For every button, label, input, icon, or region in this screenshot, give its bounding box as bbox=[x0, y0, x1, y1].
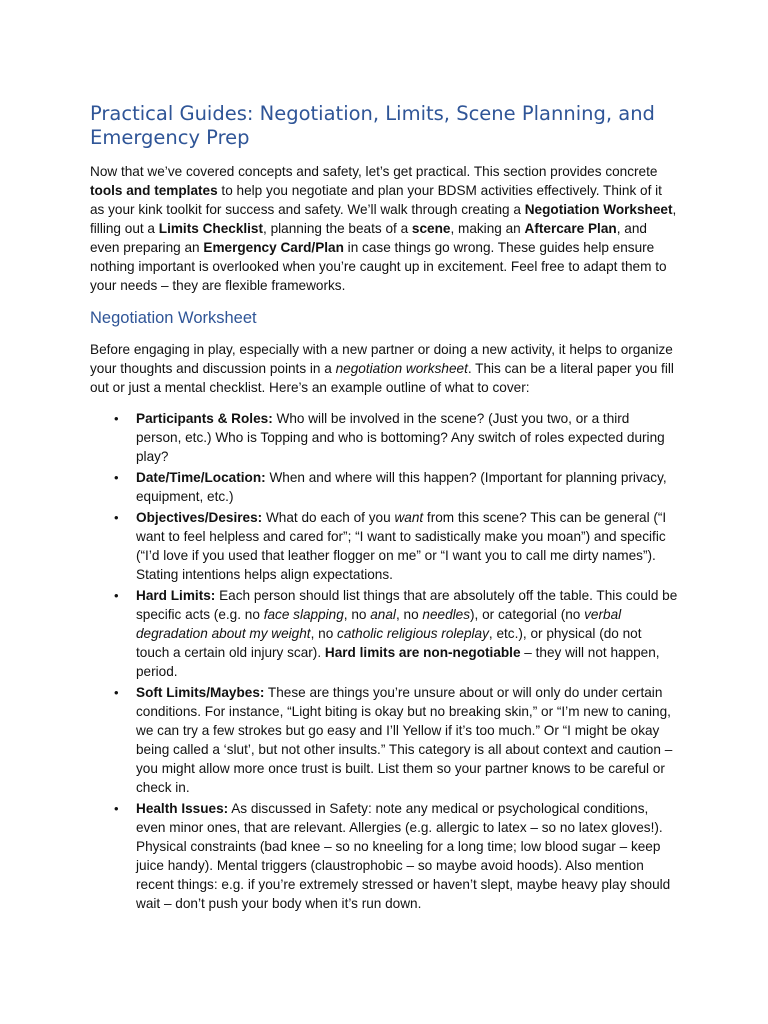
list-item-health-issues: • Health Issues: As discussed in Safety: note any medical or psychological conditions, even minor ones, that are relevant. Allergies (e.g. allergic to latex – so no latex gloves!). Physical constraints (bad knee – so no kneeling for a long time; low blood sugar – keep juice handy). Mental triggers (claustrophobic – so maybe avoid hoods). Also mention recent things: e.g. if you’re extremely stressed or haven’t slept, maybe heavy play should wait – don’t push your body when it’s run down. bbox=[114, 801, 671, 911]
intro-bold-tools: tools and templates bbox=[90, 183, 218, 198]
bullet-icon: • bbox=[114, 588, 119, 603]
bullet-icon: • bbox=[114, 685, 119, 700]
item-label: Hard Limits: bbox=[136, 588, 216, 603]
section-intro-paragraph: Before engaging in play, especially with a new partner or doing a new activity, it helps to organize your thoughts and discussion points in a negotiation worksheet. This can be a literal paper you fill out or just a mental checklist. Here’s an example outline of what to cover: bbox=[90, 342, 674, 395]
item-label: Date/Time/Location: bbox=[136, 470, 266, 485]
list-item-soft-limits: • Soft Limits/Maybes: These are things you’re unsure about or will only do under certain conditions. For instance, “Light biting is okay but no breaking skin,” or “I’m new to caning, we can try a few strokes but go easy and I’ll Yellow if it’s too much.” Or “I might be okay being called a ‘slut’, but not other insults.” This category is all about context and caution – you might allow more once trust is built. List them so your partner knows to be careful or check in. bbox=[114, 685, 673, 795]
list-item-hard-limits: • Hard Limits: Each person should list things that are absolutely off the table. This could be specific acts (e.g. no face slapping, no anal, no needles), or categorial (no verbal degradation about my weight, no catholic religious roleplay, etc.), or physical (do not touch a certain old injury scar). Hard limits are non-negotiable – they will not happen, period. bbox=[114, 588, 678, 679]
section-intro-italic: negotiation worksheet bbox=[335, 361, 468, 376]
intro-bold-checklist: Limits Checklist bbox=[158, 221, 264, 236]
list-item-objectives: • Objectives/Desires: What do each of you want from this scene? This can be general (“I want to feel helpless and cared for”; “I want to sadistically make you moan”) and specific (“I’d love if you used that leather flogger on me” or “I want you to call me dirty names”). Stating intentions helps align expectations. bbox=[114, 510, 667, 582]
bullet-icon: • bbox=[114, 470, 119, 485]
item-label: Participants & Roles: bbox=[136, 411, 273, 426]
worksheet-list bbox=[90, 409, 678, 913]
item-label: Soft Limits/Maybes: bbox=[136, 685, 265, 700]
bullet-icon: • bbox=[114, 801, 119, 816]
intro-bold-emergency: Emergency Card/Plan bbox=[203, 240, 344, 255]
item-label: Health Issues: bbox=[136, 801, 229, 816]
section-heading: Negotiation Worksheet bbox=[90, 309, 257, 327]
bullet-icon: • bbox=[114, 411, 119, 426]
intro-bold-aftercare: Aftercare Plan bbox=[524, 221, 617, 236]
intro-bold-scene: scene bbox=[411, 221, 451, 236]
list-item-participants: • Participants & Roles: Who will be involved in the scene? (Just you two, or a third person, etc.) Who is Topping and who is bottoming? Any switch of roles expected during play? bbox=[114, 411, 665, 464]
bullet-icon: • bbox=[114, 510, 119, 525]
page-title: Practical Guides: Negotiation, Limits, Scene Planning, and Emergency Prep bbox=[90, 102, 655, 149]
item-label: Objectives/Desires: bbox=[136, 510, 263, 525]
list-item-date-time: • Date/Time/Location: When and where will this happen? (Important for planning privacy, equipment, etc.) bbox=[114, 470, 667, 504]
intro-bold-worksheet: Negotiation Worksheet bbox=[524, 202, 673, 217]
intro-paragraph: Now that we’ve covered concepts and safety, let’s get practical. This section provides concrete tools and templates to help you negotiate and plan your BDSM activities effectively. Think of it as your kink toolkit for success and safety. We’ll walk through creating a Negotiation Worksheet, filling out a Limits Checklist, planning the beats of a scene, making an Aftercare Plan, and even preparing an Emergency Card/Plan in case things go wrong. These guides help ensure nothing important is overlooked when you’re caught up in excitement. Feel free to adapt them to your needs – they are flexible frameworks. bbox=[90, 164, 677, 293]
